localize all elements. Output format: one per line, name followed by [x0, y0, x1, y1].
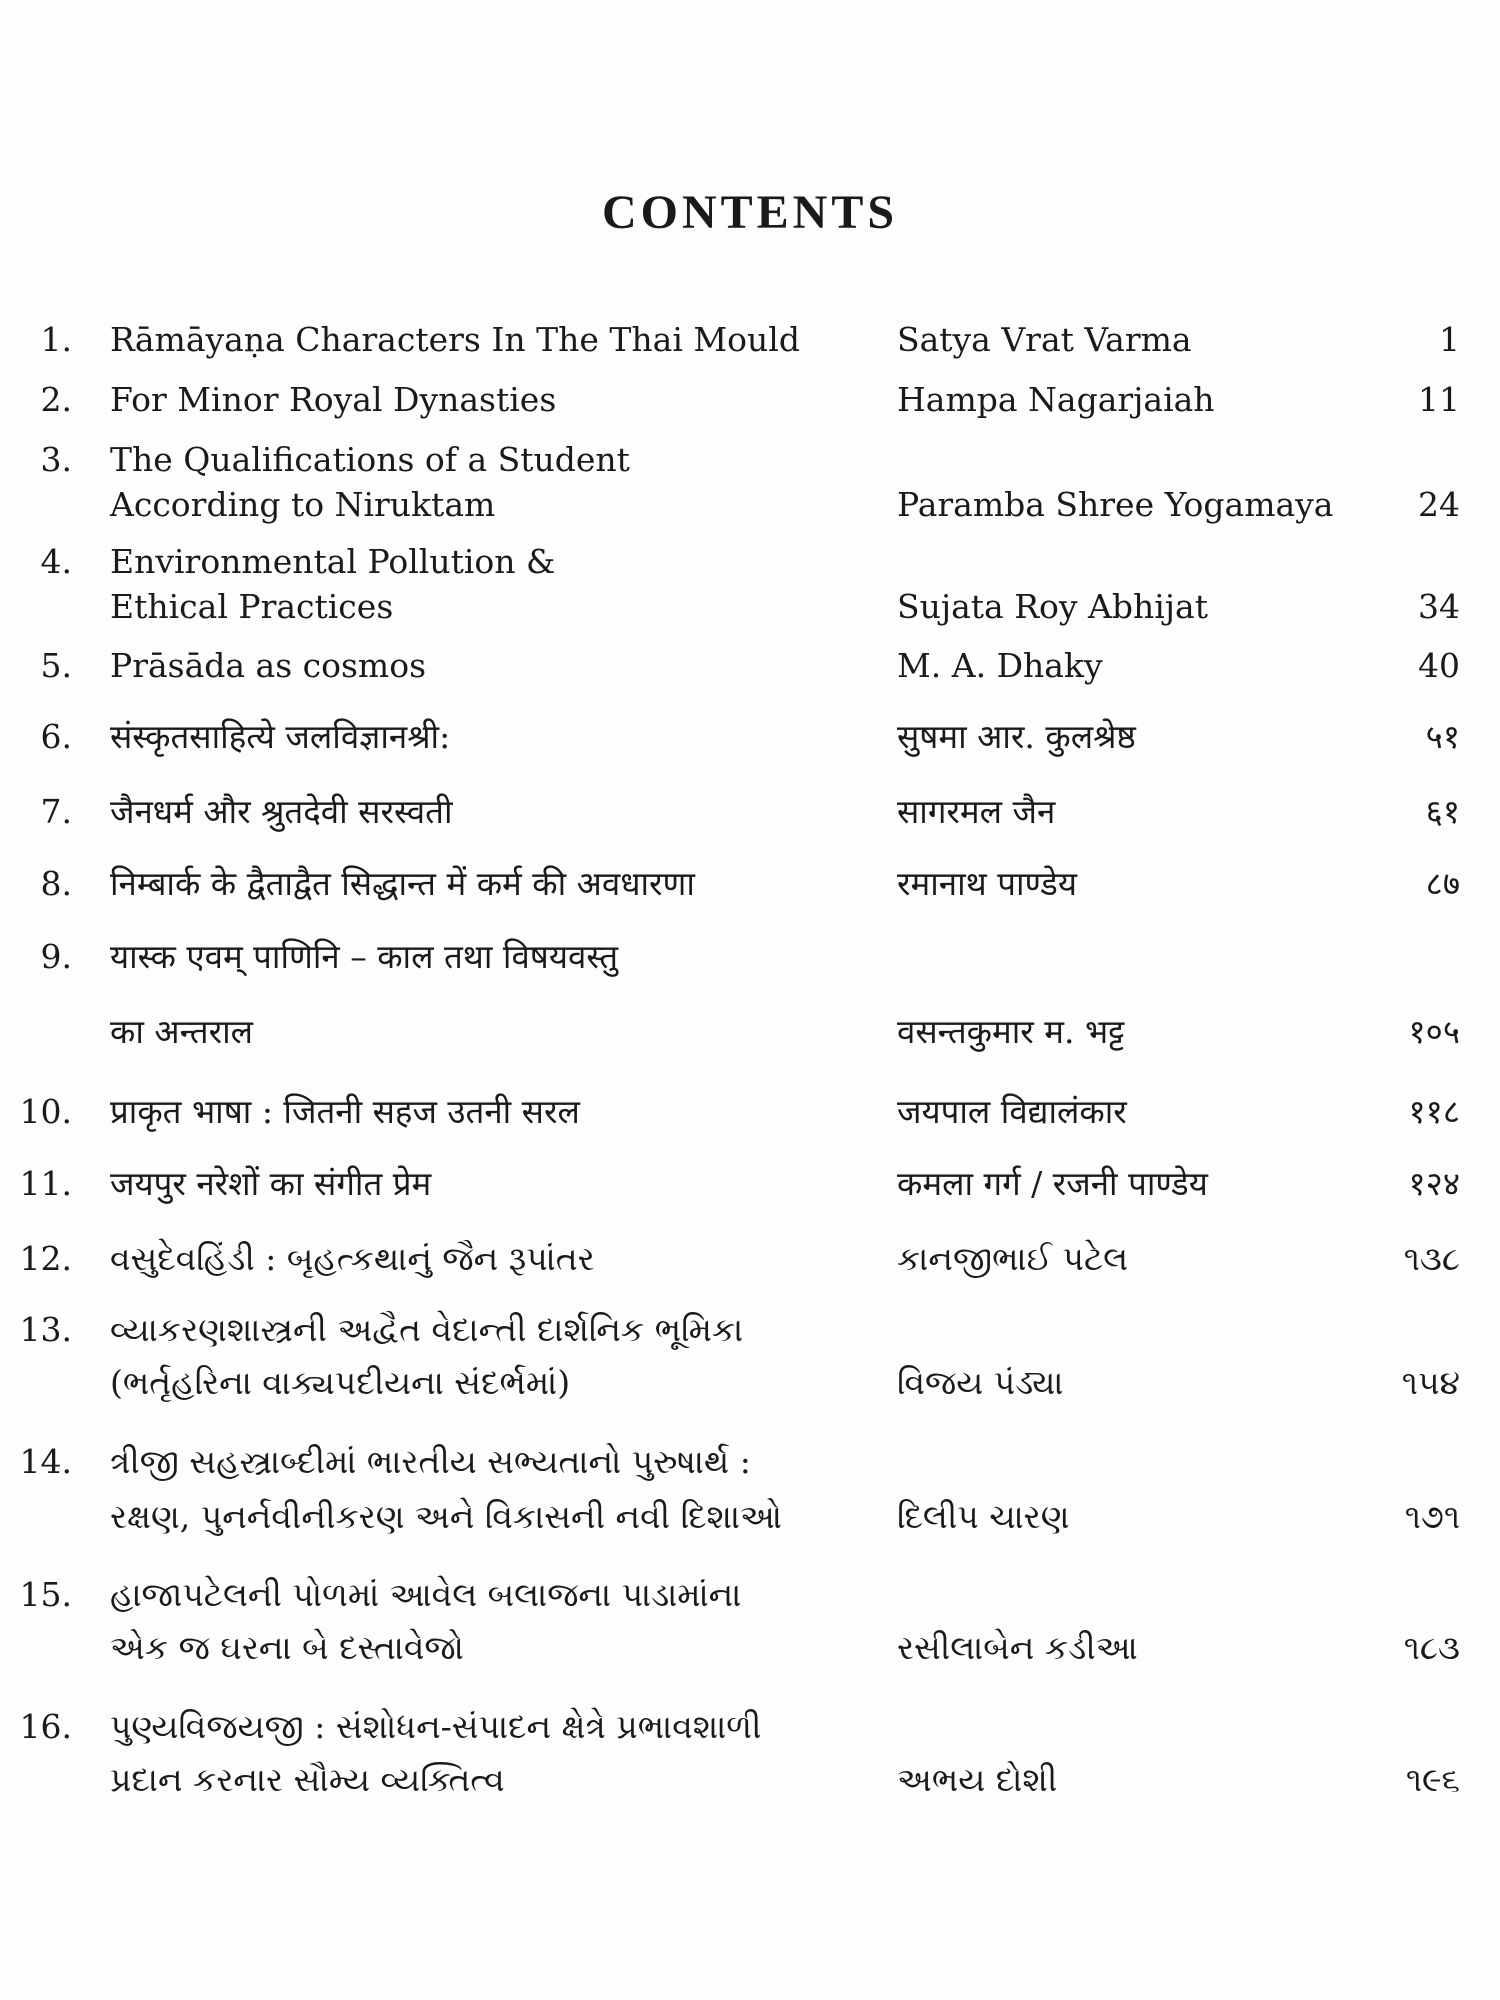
- entry-title-line: Environmental Pollution &: [110, 542, 556, 581]
- entry-title-line: Ethical Practices: [110, 587, 394, 626]
- entry-title-line: પુણ્યવિજયજી : સંશોધન-સંપાદન ક્ષેત્રે પ્રભાવશાળી: [110, 1707, 762, 1746]
- entry-author: અભય દોશી: [897, 1760, 1058, 1799]
- entry-number: 10.: [19, 1092, 72, 1131]
- entry-number: 16.: [19, 1707, 72, 1746]
- entry-author: M. A. Dhaky: [897, 646, 1103, 685]
- entry-number: 9.: [40, 937, 72, 976]
- entry-title-line: यास्क एवम् पाणिनि – काल तथा विषयवस्तु: [110, 937, 619, 976]
- entry-author: Satya Vrat Varma: [897, 320, 1192, 359]
- entry-title-line: संस्कृतसाहित्ये जलविज्ञानश्री:: [110, 717, 451, 756]
- entry-author: वसन्तकुमार म. भट्ट: [897, 1012, 1125, 1051]
- entry-page-number: ૧૩૮: [1403, 1239, 1460, 1278]
- entry-page-number: 1: [1439, 320, 1460, 359]
- entry-title-line: For Minor Royal Dynasties: [110, 380, 557, 419]
- entry-title-line: રક્ષણ, પુનર્નવીનીકરણ અને વિકાસની નવી દિશાઓ: [110, 1497, 783, 1536]
- entry-number: 12.: [19, 1239, 72, 1278]
- entry-author: सुषमा आर. कुलश्रेष्ठ: [897, 717, 1136, 756]
- entry-title-line: जैनधर्म और श्रुतदेवी सरस्वती: [110, 792, 453, 831]
- entry-page-number: 24: [1418, 485, 1460, 524]
- entry-page-number: ६१: [1425, 792, 1460, 831]
- entry-page-number: १०५: [1408, 1012, 1460, 1051]
- entry-page-number: 40: [1418, 646, 1460, 685]
- entry-title-line: का अन्तराल: [110, 1012, 253, 1051]
- entry-page-number: ११८: [1408, 1092, 1460, 1131]
- entry-page-number: ૧૫૪: [1401, 1363, 1460, 1402]
- entry-page-number: ૧૮૩: [1403, 1628, 1460, 1667]
- entry-title-line: વસુદેવહિંડી : બૃહત્કથાનું જૈન રૂપાંતર: [110, 1239, 595, 1278]
- entry-number: 5.: [40, 646, 72, 685]
- entry-title-line: Prāsāda as cosmos: [110, 646, 427, 685]
- entry-author: રસીલાબેન કડીઆ: [897, 1628, 1138, 1667]
- entry-author: Sujata Roy Abhijat: [897, 587, 1208, 626]
- entry-number: 15.: [19, 1575, 72, 1614]
- entry-number: 4.: [40, 542, 72, 581]
- page-title: CONTENTS: [601, 186, 899, 239]
- entry-number: 7.: [40, 792, 72, 831]
- entry-number: 13.: [19, 1310, 72, 1349]
- entry-author: जयपाल विद्यालंकार: [897, 1092, 1127, 1131]
- entry-title-line: निम्बार्क के द्वैताद्वैत सिद्धान्त में कर्म की अवधारणा: [110, 864, 695, 903]
- entry-page-number: १२४: [1408, 1164, 1460, 1203]
- entry-number: 1.: [40, 320, 72, 359]
- entry-page-number: ८७: [1425, 864, 1460, 903]
- entry-title-line: હાજાપટેલની પોળમાં આવેલ બલાજના પાડામાંના: [110, 1575, 742, 1614]
- entry-author: सागरमल जैन: [897, 792, 1056, 831]
- entry-title-line: પ્રદાન કરનાર સૌમ્ય વ્યક્તિત્વ: [110, 1760, 505, 1799]
- entry-number: 6.: [40, 717, 72, 756]
- entry-page-number: ૧૯૬: [1405, 1760, 1460, 1799]
- entry-title-line: વ્યાકરણશાસ્ત્રની અદ્વૈત વેદાન્તી દાર્શનિક ભૂમિકા: [110, 1310, 744, 1349]
- entry-number: 14.: [19, 1442, 72, 1481]
- entry-title-line: ત્રીજી સહસ્ત્રાબ્દીમાં ભારતીય સભ્યતાનો પુરુષાર્થ :: [110, 1442, 751, 1481]
- entry-author: વિજય પંડ્યા: [897, 1363, 1064, 1402]
- entry-title-line: Rāmāyaṇa Characters In The Thai Mould: [110, 320, 800, 359]
- entry-author: Paramba Shree Yogamaya: [897, 485, 1334, 524]
- entry-title-line: The Qualifications of a Student: [110, 440, 630, 479]
- entry-number: 3.: [40, 440, 72, 479]
- entry-number: 8.: [40, 864, 72, 903]
- entry-author: कमला गर्ग / रजनी पाण्डेय: [897, 1164, 1208, 1203]
- entry-title-line: એક જ ઘરના બે દસ્તાવેજો: [110, 1628, 464, 1667]
- entry-page-number: 11: [1418, 380, 1460, 419]
- entry-author: કાનજીભાઈ પટેલ: [897, 1239, 1129, 1278]
- entry-number: 2.: [40, 380, 72, 419]
- entry-page-number: ५१: [1425, 717, 1460, 756]
- entry-title-line: जयपुर नरेशों का संगीत प्रेम: [110, 1164, 432, 1203]
- entry-page-number: 34: [1418, 587, 1460, 626]
- entry-number: 11.: [19, 1164, 72, 1203]
- entry-title-line: प्राकृत भाषा : जितनी सहज उतनी सरल: [110, 1092, 580, 1131]
- entry-author: Hampa Nagarjaiah: [897, 380, 1215, 419]
- entry-author: દિલીપ ચારણ: [897, 1497, 1070, 1536]
- entry-page-number: ૧૭૧: [1404, 1497, 1460, 1536]
- entry-title-line: (ભર્તૃહરિના વાક્યપદીયના સંદર્ભમાં): [110, 1363, 571, 1402]
- entry-author: रमानाथ पाण्डेय: [897, 864, 1077, 903]
- entry-title-line: According to Niruktam: [110, 485, 496, 524]
